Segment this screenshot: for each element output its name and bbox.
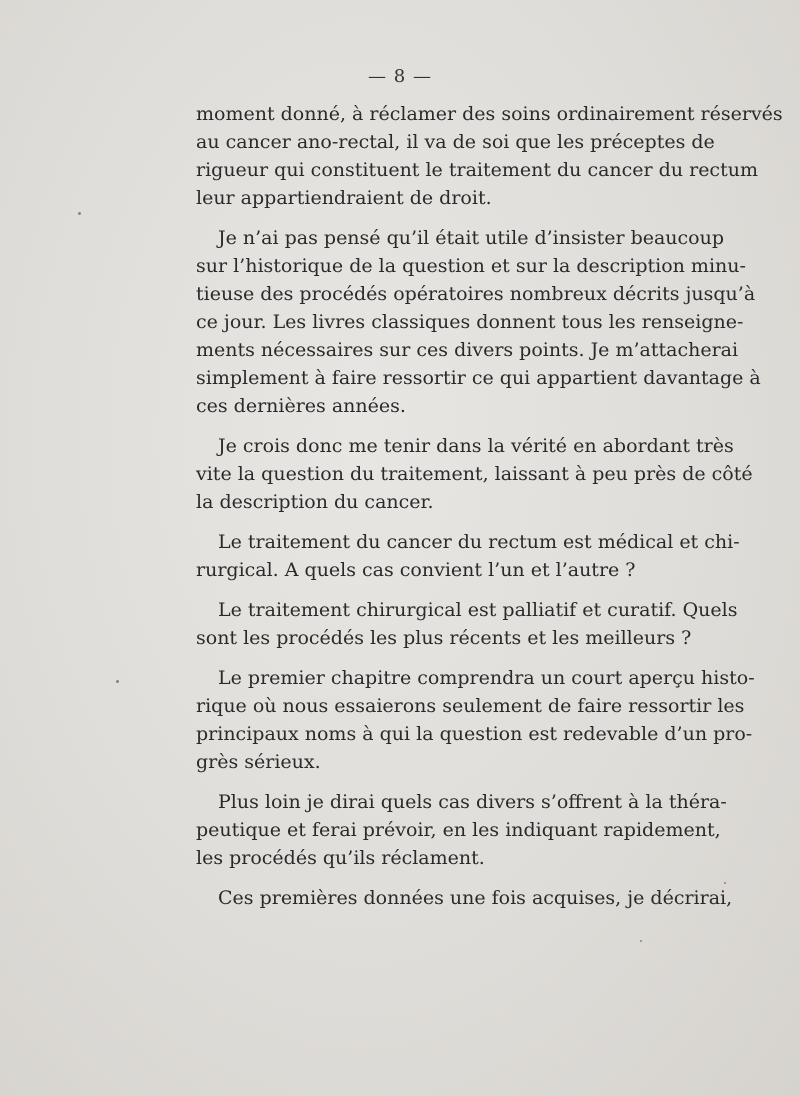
paragraph: [196, 884, 733, 912]
text-line: sont les procédés les plus récents et les meilleurs ?: [196, 627, 692, 649]
text-line: ments nécessaires sur ces divers points. Je m’attacherai: [196, 339, 739, 361]
paragraph: [196, 432, 753, 516]
paragraph: [196, 596, 738, 652]
page-number: — 8 —: [368, 66, 432, 87]
text-line: rigueur qui constituent le traitement du cancer du rectum: [196, 159, 758, 181]
text-line: Le traitement du cancer du rectum est médical et chi-: [218, 531, 740, 553]
text-line: sur l’historique de la question et sur la description minu-: [196, 255, 746, 277]
text-line: leur appartiendraient de droit.: [196, 187, 492, 209]
text-line: peutique et ferai prévoir, en les indiquant rapidement,: [196, 819, 721, 841]
text-line: tieuse des procédés opératoires nombreux décrits jusqu’à: [196, 283, 756, 305]
text-line: rurgical. A quels cas convient l’un et l’autre ?: [196, 559, 636, 581]
text-line: rique où nous essaierons seulement de faire ressortir les: [196, 695, 745, 717]
text-line: Je n’ai pas pensé qu’il était utile d’insister beaucoup: [218, 227, 725, 249]
text-line: au cancer ano-rectal, il va de soi que les préceptes de: [196, 131, 715, 153]
text-line: principaux noms à qui la question est redevable d’un pro-: [196, 723, 753, 745]
text-line: la description du cancer.: [196, 491, 434, 513]
text-line: ce jour. Les livres classiques donnent tous les renseigne-: [196, 311, 744, 333]
text-line: les procédés qu’ils réclament.: [196, 847, 485, 869]
paragraph: [196, 664, 755, 776]
text-line: ces dernières années.: [196, 395, 406, 417]
paper-speck: [640, 940, 642, 942]
paragraph: [196, 100, 783, 212]
paper-speck: [724, 882, 726, 884]
body-text: [196, 100, 783, 924]
text-line: Le traitement chirurgical est palliatif et curatif. Quels: [218, 599, 738, 621]
text-line: Plus loin je dirai quels cas divers s’offrent à la théra-: [218, 791, 727, 813]
text-line: vite la question du traitement, laissant à peu près de côté: [196, 463, 753, 485]
paper-speck: [78, 212, 81, 215]
text-line: Le premier chapitre comprendra un court aperçu histo-: [218, 667, 755, 689]
paper-speck: [116, 680, 119, 683]
text-line: simplement à faire ressortir ce qui appartient davantage à: [196, 367, 761, 389]
paragraph: [196, 788, 727, 872]
paragraph: [196, 528, 740, 584]
text-line: grès sérieux.: [196, 751, 321, 773]
paragraph: [196, 224, 761, 420]
text-line: moment donné, à réclamer des soins ordinairement réservés: [196, 103, 783, 125]
text-line: Ces premières données une fois acquises, je décrirai,: [218, 887, 733, 909]
text-line: Je crois donc me tenir dans la vérité en abordant très: [218, 435, 734, 457]
